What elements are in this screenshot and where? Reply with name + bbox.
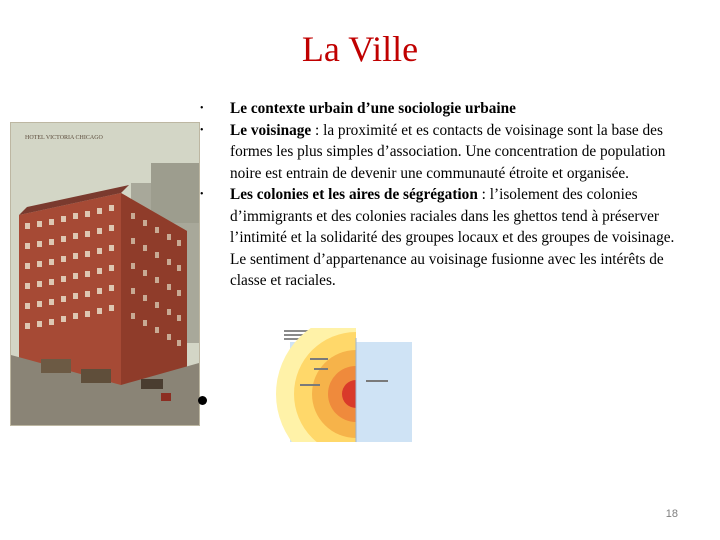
concentric-zones-graphic bbox=[270, 328, 412, 442]
bullet-dot-icon: • bbox=[200, 103, 204, 114]
bullet-item bbox=[196, 120, 686, 185]
postcard-caption: HOTEL VICTORIA CHICAGO bbox=[25, 135, 103, 141]
bullet-item bbox=[196, 184, 686, 292]
bullet-body: : l’isolement des colonies d’immigrants et des colonies raciales dans les ghettos tend à préserver l’intimité et la solidarité des groupes locaux et des groupes de voisinage. Le sentiment d’appartenance au voisinage fusionne avec les intérêts de classe et raciales. bbox=[230, 186, 675, 289]
bullet-heading: Le contexte urbain d’une sociologie urbaine bbox=[230, 100, 516, 117]
bullet-list bbox=[196, 98, 686, 292]
bullet-item bbox=[196, 98, 686, 120]
bullet-dot-icon: • bbox=[200, 189, 204, 200]
empty-bullet-dot-icon bbox=[198, 396, 207, 405]
page-number: 18 bbox=[665, 508, 678, 520]
hotel-postcard-image bbox=[10, 122, 200, 426]
concentric-zones-diagram bbox=[270, 328, 412, 442]
bullet-dot-icon: • bbox=[200, 124, 204, 136]
slide-title: La Ville bbox=[301, 29, 419, 69]
bullet-heading: Le voisinage bbox=[230, 121, 312, 139]
bullet-heading: Les colonies et les aires de ségrégation bbox=[230, 186, 478, 203]
bullet-body: : la proximité et es contacts de voisinage sont la base des formes les plus simples d’association. Une concentration de population noire est entrain de devenir une communauté étroite et organisée. bbox=[230, 121, 666, 182]
